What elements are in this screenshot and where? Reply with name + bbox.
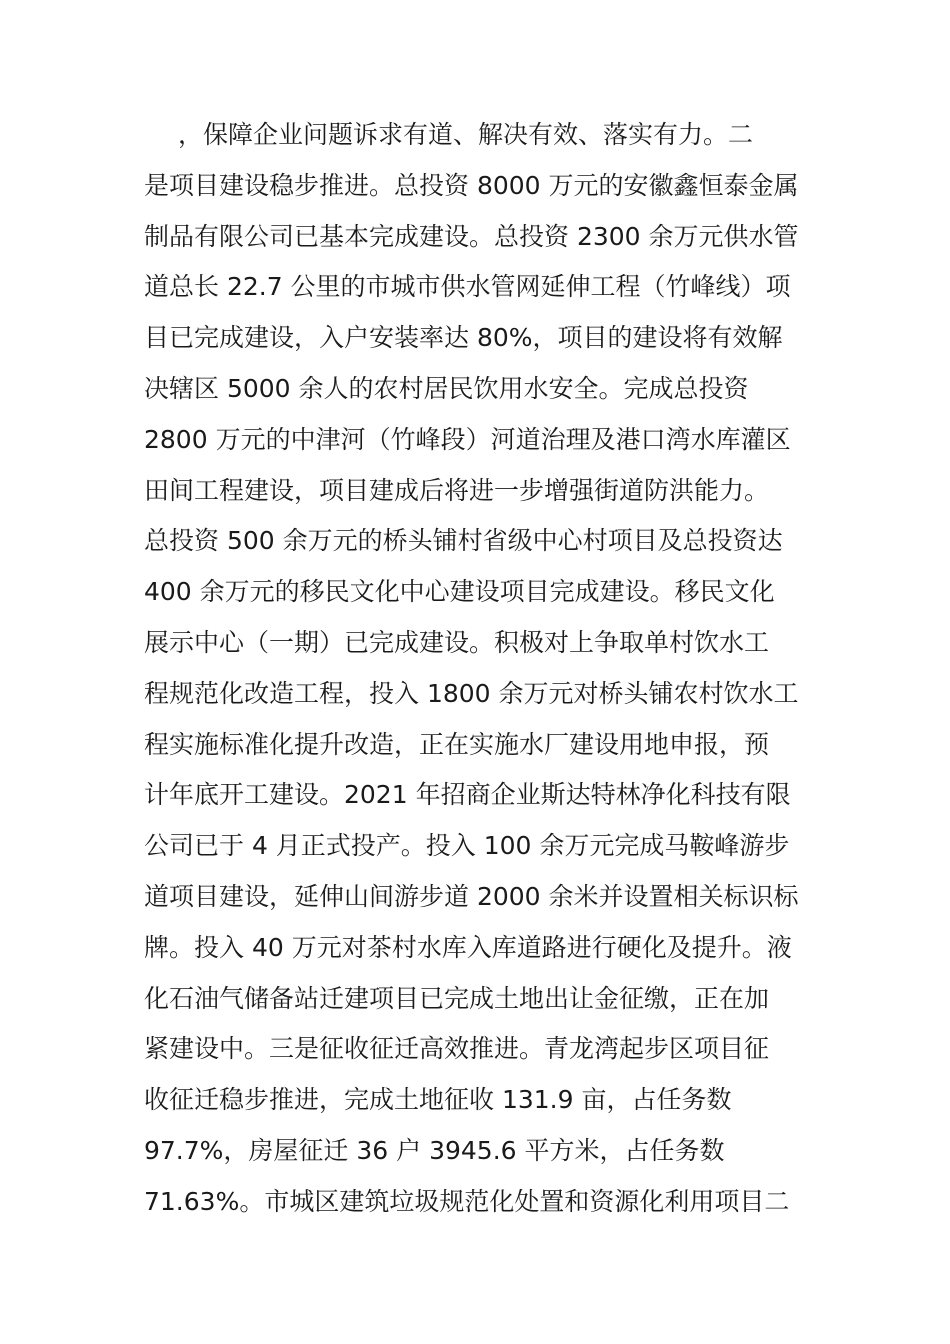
text-line: 71.63%。市城区建筑垃圾规范化处置和资源化利用项目二 [144, 1186, 790, 1216]
text-line: 道项目建设，延伸山间游步道 2000 余米并设置相关标识标 [144, 881, 799, 911]
text-line: ，保障企业问题诉求有道、解决有效、落实有力。二 [178, 120, 754, 149]
text-line: 是项目建设稳步推进。总投资 8000 万元的安徽鑫恒泰金属 [144, 170, 799, 200]
text-line: 总投资 500 余万元的桥头铺村省级中心村项目及总投资达 [144, 526, 783, 556]
text-line: 展示中心（一期）已完成建设。积极对上争取单村饮水工 [144, 627, 770, 657]
text-line: 制品有限公司已基本完成建设。总投资 2300 余万元供水管 [144, 221, 799, 251]
text-line: 收征迁稳步推进，完成土地征收 131.9 亩，占任务数 [144, 1085, 732, 1115]
text-line: 程规范化改造工程，投入 1800 余万元对桥头铺农村饮水工 [144, 678, 799, 708]
text-line: 计年底开工建设。2021 年招商企业斯达特林净化科技有限 [144, 780, 791, 810]
text-line: 97.7%，房屋征迁 36 户 3945.6 平方米，占任务数 [144, 1135, 725, 1165]
text-line: 田间工程建设，项目建成后将进一步增强街道防洪能力。 [144, 475, 770, 505]
text-line: 公司已于 4 月正式投产。投入 100 余万元完成马鞍峰游步 [144, 831, 790, 861]
text-line: 决辖区 5000 余人的农村居民饮用水安全。完成总投资 [144, 373, 749, 403]
text-line: 牌。投入 40 万元对茶村水库入库道路进行硬化及提升。液 [144, 932, 792, 962]
text-line: 紧建设中。三是征收征迁高效推进。青龙湾起步区项目征 [144, 1034, 770, 1064]
body-paragraph [144, 110, 809, 1228]
text-line: 化石油气储备站迁建项目已完成土地出让金征缴，正在加 [144, 983, 770, 1013]
text-line: 目已完成建设，入户安装率达 80%，项目的建设将有效解 [144, 323, 783, 353]
text-line: 程实施标准化提升改造，正在实施水厂建设用地申报，预 [144, 729, 770, 759]
text-line: 400 余万元的移民文化中心建设项目完成建设。移民文化 [144, 577, 775, 607]
text-line: 道总长 22.7 公里的市城市供水管网延伸工程（竹峰线）项 [144, 272, 791, 302]
text-line: 2800 万元的中津河（竹峰段）河道治理及港口湾水库灌区 [144, 424, 791, 454]
